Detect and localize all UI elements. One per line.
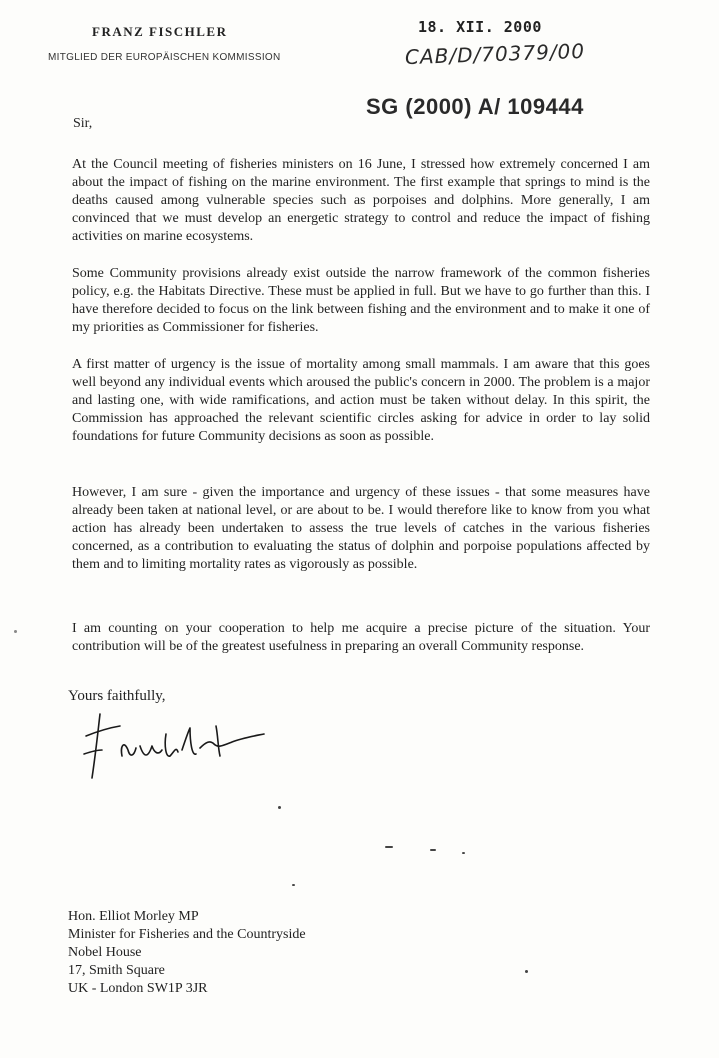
scan-speck [385,846,393,848]
paragraph-4: However, I am sure - given the importance and urgency of these issues - that some measures have already been taken at national level, or are about to be. I would therefore like to know from you what action has already been undertaken to assess the true levels of catches in the various fisheries concerned, as a contribution to evaluating the status of dolphin and porpoise populations affected by them and to limiting mortality rates as vigorously as possible. [72,485,650,572]
registry-number-stamp: SG (2000) A/ 109444 [366,94,584,119]
scan-speck [292,884,295,886]
recipient-building: Nobel House [68,945,142,960]
scan-speck [462,852,465,854]
scan-speck [278,806,281,809]
paragraph-1: At the Council meeting of fisheries ministers on 16 June, I stressed how extremely concerned I am about the impact of fishing on the marine environment. The first example that springs to mind is the deaths caused among vulnerable species such as porpoises and dolphins. More generally, I am convinced that we must develop an energetic strategy to control and reduce the impact of fishing activities on marine ecosystems. [72,157,650,244]
received-date-stamp: 18. XII. 2000 [418,18,542,36]
scan-speck [430,849,436,851]
recipient-city: UK - London SW1P 3JR [68,981,208,996]
recipient-street: 17, Smith Square [68,963,165,978]
signature-image [82,706,272,786]
paragraph-3: A first matter of urgency is the issue of mortality among small mammals. I am aware that this goes well beyond any individual events which aroused the public's concern in 2000. The problem is a major and lasting one, with wide ramifications, and action must be taken without delay. In this spirit, the Commission has approached the relevant scientific circles asking for advice in order to lay solid foundations for future Community decisions as soon as possible. [72,357,650,444]
handwritten-reference: CAB/D/70379/00 [404,38,586,70]
sender-name: FRANZ FISCHLER [92,24,228,39]
recipient-position: Minister for Fisheries and the Countryside [68,927,306,942]
scan-speck [14,630,17,633]
sender-title: MITGLIED DER EUROPÄISCHEN KOMMISSION [48,52,281,63]
paragraph-2: Some Community provisions already exist outside the narrow framework of the common fisheries policy, e.g. the Habitats Directive. These must be applied in full. But we have to go further than this. I have therefore decided to focus on the link between fishing and the environment and to make it one of my priorities as Commissioner for fisheries. [72,266,650,335]
paragraph-5: I am counting on your cooperation to help me acquire a precise picture of the situation. Your contribution will be of the greatest usefulness in preparing an overall Community response. [72,621,650,654]
salutation: Sir, [73,116,93,131]
recipient-name: Hon. Elliot Morley MP [68,909,199,924]
scan-speck [525,970,528,973]
recipient-address [68,908,306,998]
closing: Yours faithfully, [68,688,166,704]
